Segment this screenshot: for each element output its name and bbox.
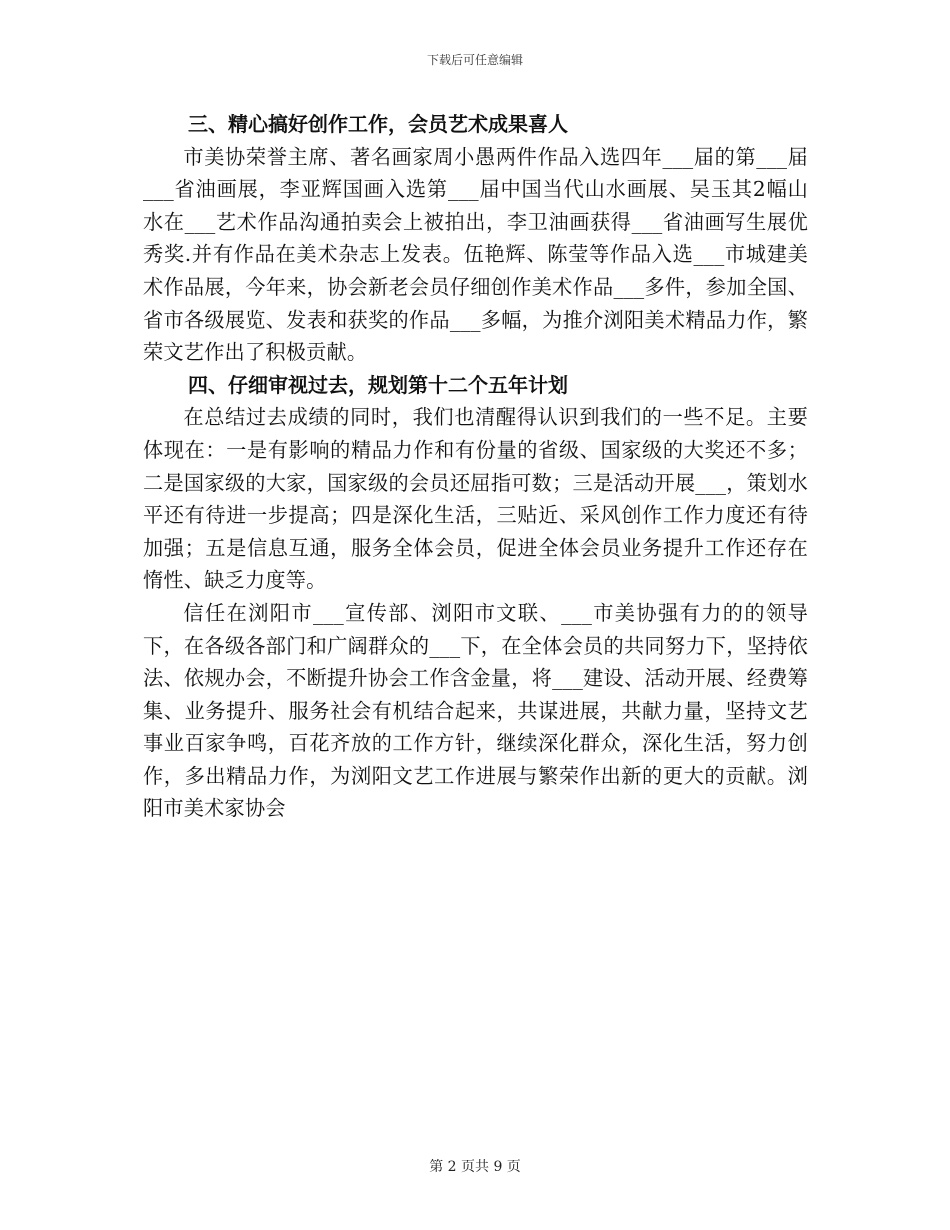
page-header: 下载后可任意编辑 bbox=[426, 53, 523, 67]
page-footer: 第 2 页共 9 页 bbox=[429, 1159, 521, 1175]
paragraph-shortcomings: 在总结过去成绩的同时，我们也清醒得认识到我们的一些不足。主要体现在：一是有影响的精品力作和有份量的省级、国家级的大奖还不多；二是国家级的大家，国家级的会员还屈指可数；三是活动开展___，策划水平还有待进一步提高；四是深化生活，三贴近、采风创作工作力度还有待加强；五是信息互通，服务全体会员，促进全体会员业务提升工作还存在惰性、缺乏力度等。 bbox=[143, 405, 808, 593]
section-heading-3: 三、精心搞好创作工作，会员艺术成果喜人 bbox=[188, 112, 568, 136]
section-heading-4: 四、仔细审视过去，规划第十二个五年计划 bbox=[188, 372, 568, 397]
paragraph-art-achievements: 市美协荣誉主席、著名画家周小愚两件作品入选四年___届的第___届___省油画展，李亚辉国画入选第___届中国当代山水画展、吴玉其2幅山水在___艺术作品沟通拍卖会上被拍出，李卫油画获得___省油画写生展优秀奖.并有作品在美术杂志上发表。伍艳辉、陈莹等作品入选___市城建美术作品展，今年来，协会新老会员仔细创作美术作品___多件，参加全国、省市各级展览、发表和获奖的作品___多幅，为推介浏阳美术精品力作，繁荣文艺作出了积极贡献。 bbox=[143, 144, 808, 365]
paragraph-outlook: 信任在浏阳市___宣传部、浏阳市文联、___市美协强有力的的领导下，在各级各部门和广阔群众的___下，在全体会员的共同努力下，坚持依法、依规办会，不断提升协会工作含金量，将___建设、活动开展、经费筹集、业务提升、服务社会有机结合起来，共谋进展，共献力量，坚持文艺事业百家争鸣，百花齐放的工作方针，继续深化群众，深化生活，努力创作，多出精品力作，为浏阳文艺工作进展与繁荣作出新的更大的贡献。浏阳市美术家协会 bbox=[143, 600, 808, 821]
document-body bbox=[143, 108, 808, 825]
